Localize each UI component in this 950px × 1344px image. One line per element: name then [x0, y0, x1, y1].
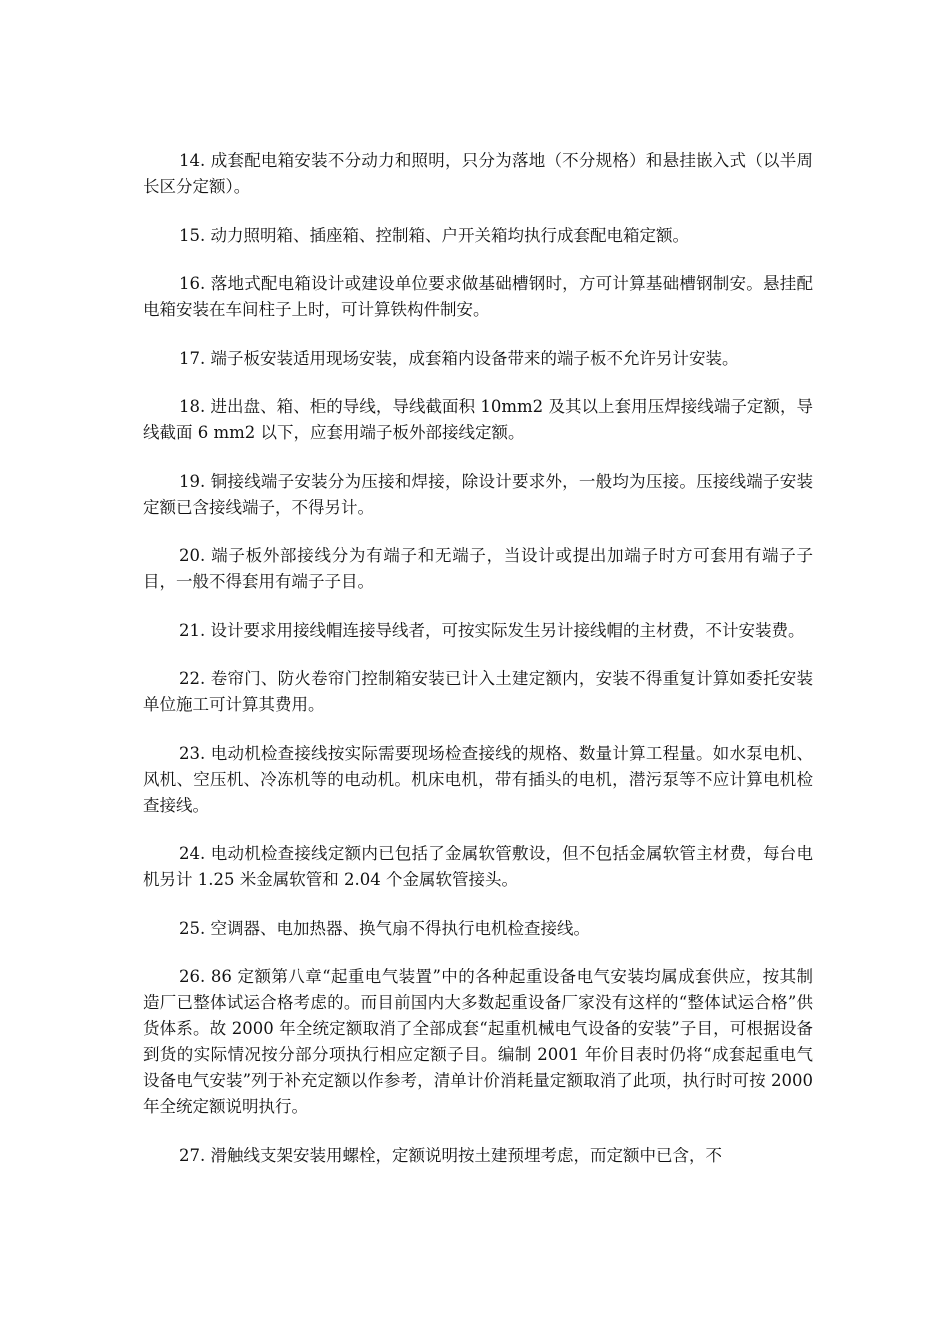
paragraph-27: 27. 滑触线支架安装用螺栓，定额说明按土建预埋考虑，而定额中已含，不: [179, 1145, 722, 1165]
paragraph-25: 25. 空调器、电加热器、换气扇不得执行电机检查接线。: [179, 918, 590, 938]
paragraph-23: 23. 电动机检查接线按实际需要现场检查接线的规格、数量计算工程量。如水泵电机、风机、空压机、冷冻机等的电动机。机床电机，带有插头的电机，潜污泵等不应计算电机检查接线。: [143, 743, 813, 815]
document-body: [143, 148, 813, 1191]
paragraph-17: 17. 端子板安装适用现场安装，成套箱内设备带来的端子板不允许另计安装。: [179, 348, 739, 368]
paragraph-15: 15. 动力照明箱、插座箱、控制箱、户开关箱均执行成套配电箱定额。: [179, 225, 689, 245]
paragraph-16: 16. 落地式配电箱设计或建设单位要求做基础槽钢时，方可计算基础槽钢制安。悬挂配电箱安装在车间柱子上时，可计算铁构件制安。: [143, 274, 813, 319]
paragraph-14: 14. 成套配电箱安装不分动力和照明，只分为落地（不分规格）和悬挂嵌入式（以半周长区分定额）。: [143, 151, 813, 196]
paragraph-24: 24. 电动机检查接线定额内已包括了金属软管敷设，但不包括金属软管主材费，每台电机另计 1.25 米金属软管和 2.04 个金属软管接头。: [143, 844, 813, 889]
paragraph-20: 20. 端子板外部接线分为有端子和无端子，当设计或提出加端子时方可套用有端子子目，一般不得套用有端子子目。: [143, 546, 813, 591]
paragraph-19: 19. 铜接线端子安装分为压接和焊接，除设计要求外，一般均为压接。压接线端子安装定额已含接线端子，不得另计。: [143, 471, 813, 517]
paragraph-26: 26. 86 定额第八章“起重电气装置”中的各种起重设备电气安装均属成套供应，按其制造厂已整体试运合格考虑的。而目前国内大多数起重设备厂家没有这样的“整体试运合格”供货体系。故 2000 年全统定额取消了全部成套“起重机械电气设备的安装”子目，可根据设备到货的实际情况按分部分项执行相应定额子目。编制 2001 年价目表时仍将“成套起重电气设备电气安装”列于补充定额以作参考，清单计价消耗量定额取消了此项，执行时可按 2000 年全统定额说明执行。: [143, 967, 813, 1116]
paragraph-21: 21. 设计要求用接线帽连接导线者，可按实际发生另计接线帽的主材费，不计安装费。: [179, 620, 805, 640]
paragraph-22: 22. 卷帘门、防火卷帘门控制箱安装已计入土建定额内，安装不得重复计算如委托安装单位施工可计算其费用。: [143, 669, 813, 714]
paragraph-18: 18. 进出盘、箱、柜的导线，导线截面积 10mm2 及其以上套用压焊接线端子定额，导线截面 6 mm2 以下，应套用端子板外部接线定额。: [143, 397, 813, 442]
